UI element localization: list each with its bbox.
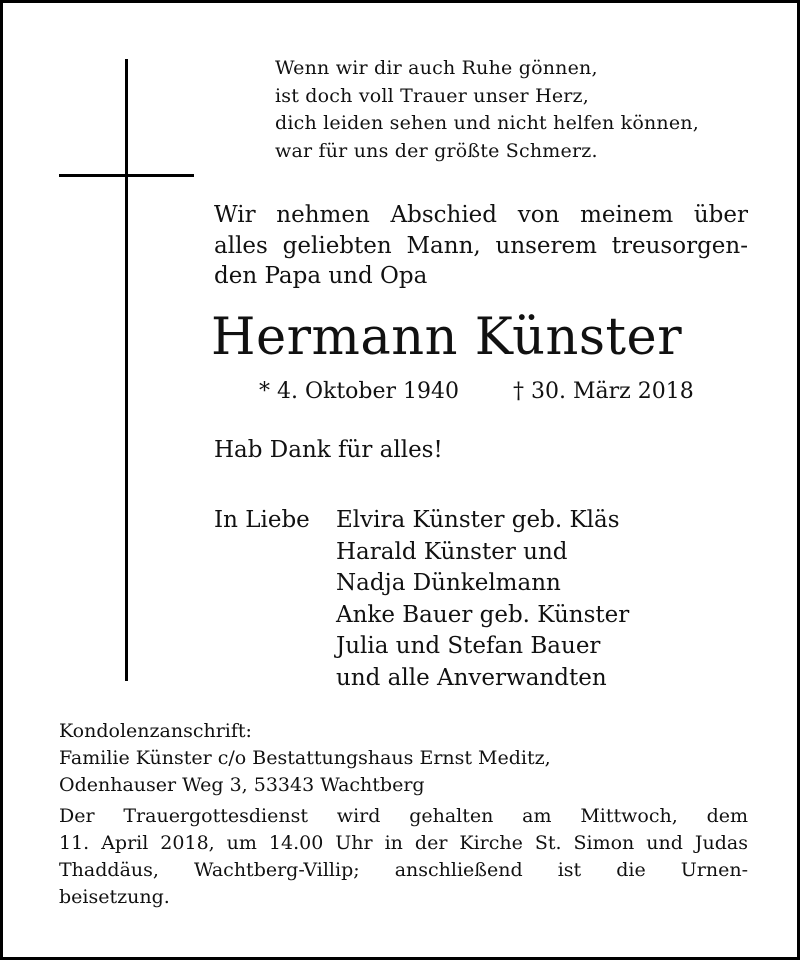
mourner-name: Julia und Stefan Bauer (336, 633, 601, 659)
cross-vertical-bar (125, 59, 128, 681)
death-date: † 30. März 2018 (513, 379, 694, 404)
address-line: Odenhauser Weg 3, 53343 Wachtberg (59, 774, 425, 796)
condolence-address (59, 718, 551, 799)
farewell-intro (214, 200, 748, 292)
intro-line: Wir nehmen Abschied von meinem über (214, 202, 748, 228)
deceased-name: Hermann Künster (211, 308, 683, 367)
mourner-name: Anke Bauer geb. Künster (336, 601, 630, 628)
service-line: beisetzung. (59, 886, 170, 908)
address-line: Familie Künster c/o Bestattungshaus Ernst Meditz, (59, 747, 551, 769)
service-line: 11. April 2018, um 14.00 Uhr in der Kirche St. Simon und Judas (59, 832, 748, 854)
cross-horizontal-bar (59, 174, 194, 177)
poem-line: Wenn wir dir auch Ruhe gönnen, (275, 57, 598, 79)
memorial-poem (275, 55, 699, 165)
poem-line: dich leiden sehen und nicht helfen können, (275, 112, 699, 134)
mourner-name: Harald Künster und (336, 538, 568, 565)
birth-date: * 4. Oktober 1940 (259, 379, 460, 404)
mourner-name: Nadja Dünkelmann (336, 570, 561, 596)
service-line: Der Trauergottesdienst wird gehalten am Mittwoch, dem (59, 805, 748, 827)
intro-line: den Papa und Opa (214, 263, 428, 289)
mourners-list (336, 505, 629, 694)
thanks-line: Hab Dank für alles! (214, 437, 443, 463)
intro-line: alles geliebten Mann, unserem treusorgen- (214, 232, 748, 259)
mourner-name: Elvira Künster geb. Kläs (336, 507, 620, 533)
funeral-service-info (59, 803, 748, 911)
service-line: Thaddäus, Wachtberg-Villip; anschließend ist die Urnen- (59, 859, 748, 881)
mourner-name: und alle Anverwandten (336, 664, 607, 691)
mourners-label: In Liebe (214, 507, 310, 533)
poem-line: ist doch voll Trauer unser Herz, (275, 84, 590, 107)
address-line: Kondolenzanschrift: (59, 720, 252, 742)
poem-line: war für uns der größte Schmerz. (275, 139, 598, 162)
